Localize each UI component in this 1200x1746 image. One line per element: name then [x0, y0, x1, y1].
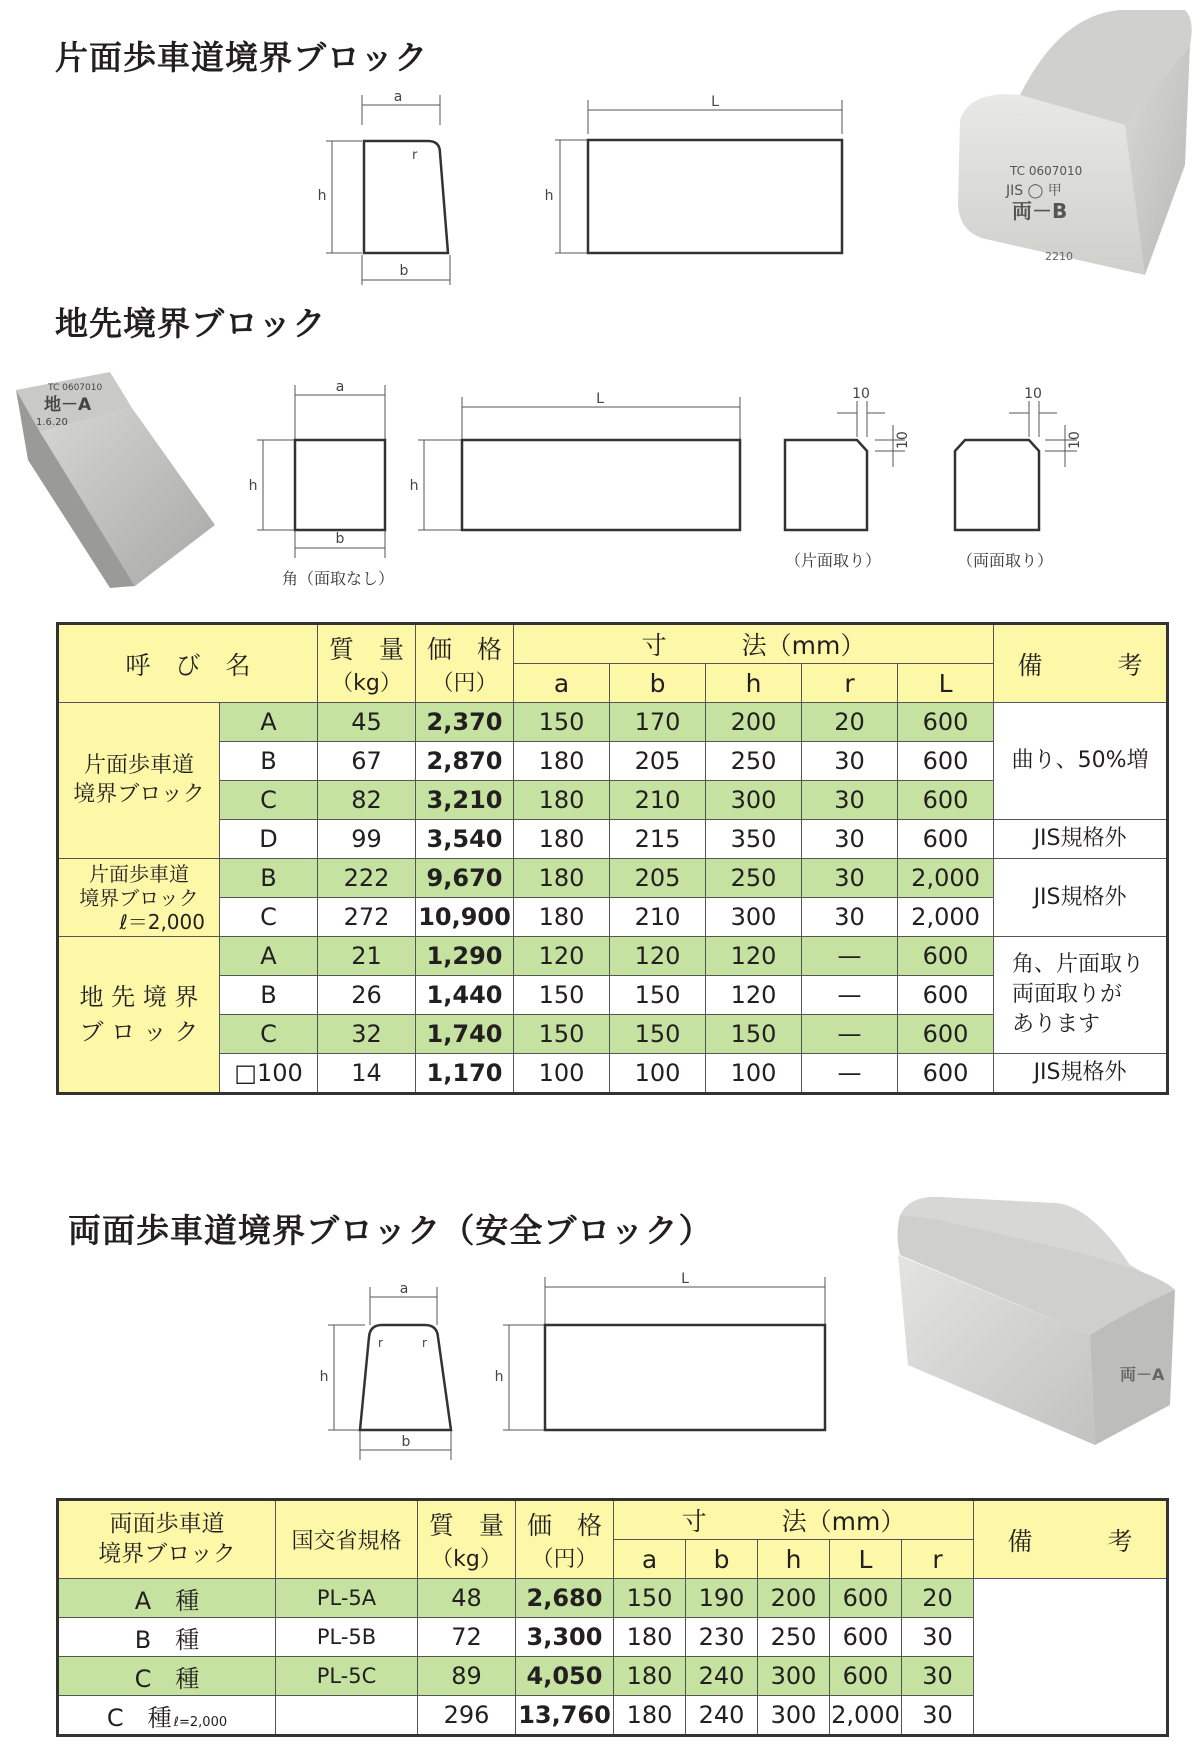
table-cell: 180 — [514, 820, 610, 859]
table-cell: 1,290 — [416, 937, 514, 976]
block-stamp-type: 地－A — [44, 395, 92, 415]
table-cell: 600 — [898, 781, 994, 820]
table-cell: 205 — [610, 859, 706, 898]
table-cell: C 種 — [58, 1657, 276, 1696]
table-cell: 13,760 — [516, 1696, 614, 1736]
group-katamen: 片面歩車道 境界ブロック — [58, 703, 220, 859]
table-cell: 100 — [610, 1054, 706, 1094]
table-cell: B — [220, 976, 318, 1015]
table-cell: 170 — [610, 703, 706, 742]
table-cell: 150 — [610, 1015, 706, 1054]
table-cell: A — [220, 703, 318, 742]
caption-katamen: （片面取り） — [785, 551, 882, 570]
table-cell: 21 — [318, 937, 416, 976]
dim-r-label: r — [378, 1336, 383, 1350]
table-cell: 250 — [758, 1618, 830, 1657]
header-dimensions: 寸 法（mm） — [514, 624, 994, 664]
section-title-jisaki: 地先境界ブロック — [55, 304, 327, 343]
table-cell: C — [220, 781, 318, 820]
table-cell: 3,210 — [416, 781, 514, 820]
table-cell: 300 — [758, 1657, 830, 1696]
note-curve: 曲り、50%増 — [994, 703, 1168, 820]
table-cell: B 種 — [58, 1618, 276, 1657]
table-cell: □100 — [220, 1054, 318, 1094]
katamen-cross-section-diagram — [317, 85, 520, 285]
note-chamfer: 角、片面取り 両面取りが あります — [994, 937, 1168, 1054]
jisaki-block-photo — [0, 360, 220, 590]
table-cell: 240 — [686, 1657, 758, 1696]
dim-b-label: b — [335, 531, 345, 547]
table-cell: 150 — [514, 1015, 610, 1054]
table-cell: 222 — [318, 859, 416, 898]
table-cell: 300 — [706, 781, 802, 820]
table-cell: 20 — [802, 703, 898, 742]
table-cell: 180 — [514, 781, 610, 820]
table-cell: 30 — [802, 781, 898, 820]
table-row — [58, 820, 1168, 859]
header-mass: 質 量 （kg） — [318, 624, 416, 703]
table-cell: 150 — [514, 976, 610, 1015]
table-cell: 300 — [758, 1696, 830, 1736]
dim-L-label: L — [681, 1271, 689, 1287]
table-cell: — — [802, 1054, 898, 1094]
header-mass: 質 量 （kg） — [418, 1500, 516, 1579]
table-cell: PL-5A — [276, 1579, 418, 1618]
header-r: r — [902, 1540, 974, 1579]
table-cell: — — [802, 976, 898, 1015]
table-cell: 72 — [418, 1618, 516, 1657]
header-h: h — [758, 1540, 830, 1579]
dim-b-label: b — [401, 1434, 411, 1450]
table-cell: 1,440 — [416, 976, 514, 1015]
table-cell: 30 — [902, 1618, 974, 1657]
header-standard: 国交省規格 — [276, 1500, 418, 1579]
header-note: 備 考 — [974, 1500, 1168, 1579]
table-cell: 190 — [686, 1579, 758, 1618]
header-b: b — [610, 664, 706, 703]
group-katamen-2000: 片面歩車道 境界ブロック ℓ＝2,000 — [58, 859, 220, 937]
dim-10-label: 10 — [852, 386, 870, 402]
table-cell: 2,870 — [416, 742, 514, 781]
table-cell: 600 — [830, 1618, 902, 1657]
katamen-block-photo — [950, 5, 1195, 285]
table-cell: 350 — [706, 820, 802, 859]
table-cell: 30 — [902, 1696, 974, 1736]
table-cell: 210 — [610, 781, 706, 820]
table-cell: C — [220, 898, 318, 937]
table-cell: 2,370 — [416, 703, 514, 742]
table-cell: 2,000 — [898, 859, 994, 898]
table-cell: 120 — [610, 937, 706, 976]
ryomen-cross-section-diagram — [310, 1265, 470, 1465]
dim-h-label: h — [317, 188, 327, 204]
table-cell: 3,300 — [516, 1618, 614, 1657]
header-h: h — [706, 664, 802, 703]
note-non-jis: JIS規格外 — [994, 1054, 1168, 1094]
table-row — [58, 703, 1168, 742]
table-cell: 30 — [802, 898, 898, 937]
table-cell: 180 — [614, 1618, 686, 1657]
table-cell: 4,050 — [516, 1657, 614, 1696]
table-cell: 600 — [830, 1579, 902, 1618]
header-a: a — [514, 664, 610, 703]
dim-h-label: h — [494, 1369, 504, 1385]
dim-10-label: 10 — [1067, 431, 1083, 449]
table-cell: C — [220, 1015, 318, 1054]
table-cell: A — [220, 937, 318, 976]
block-stamp-type: 両－B — [1012, 199, 1068, 223]
table-cell: 120 — [706, 937, 802, 976]
table-cell: 1,170 — [416, 1054, 514, 1094]
table-cell: A 種 — [58, 1579, 276, 1618]
table-cell: 150 — [706, 1015, 802, 1054]
katamen-length-diagram — [544, 90, 875, 270]
header-name: 呼 び 名 — [58, 624, 318, 703]
header-r: r — [802, 664, 898, 703]
note-non-jis: JIS規格外 — [994, 859, 1168, 937]
table-cell: 14 — [318, 1054, 416, 1094]
table-row — [58, 937, 1168, 976]
block-stamp-type: 両－A — [1120, 1365, 1165, 1384]
table-cell: 30 — [802, 820, 898, 859]
table-cell: 240 — [686, 1696, 758, 1736]
header-dimensions: 寸 法（mm） — [614, 1500, 974, 1540]
block-stamp-number: 2210 — [1045, 250, 1073, 263]
table-cell: 30 — [902, 1657, 974, 1696]
table-row — [58, 1579, 1168, 1618]
group-jisaki: 地 先 境 界 ブ ロ ッ ク — [58, 937, 220, 1094]
table-cell: 67 — [318, 742, 416, 781]
table-cell: 600 — [898, 976, 994, 1015]
table-cell: 250 — [706, 742, 802, 781]
table-cell: 45 — [318, 703, 416, 742]
caption-ryomen: （両面取り） — [957, 551, 1054, 570]
table-cell: PL-5B — [276, 1618, 418, 1657]
table-cell: 300 — [706, 898, 802, 937]
table-cell: 272 — [318, 898, 416, 937]
table-row — [58, 1054, 1168, 1094]
table-cell: 180 — [514, 859, 610, 898]
spec-table-1 — [56, 622, 1169, 1095]
section-title-katamen: 片面歩車道境界ブロック — [55, 38, 429, 77]
dim-h-label: h — [544, 188, 554, 204]
table-cell: 600 — [898, 820, 994, 859]
header-L: L — [830, 1540, 902, 1579]
dim-10-label: 10 — [1024, 386, 1042, 402]
table-cell: 48 — [418, 1579, 516, 1618]
ryomen-length-diagram — [495, 1265, 835, 1445]
table-cell: 120 — [514, 937, 610, 976]
table-cell: 99 — [318, 820, 416, 859]
dim-L-label: L — [596, 391, 604, 407]
dim-h-label: h — [409, 478, 419, 494]
table-cell: 20 — [902, 1579, 974, 1618]
note-non-jis: JIS規格外 — [994, 820, 1168, 859]
table-cell: — — [802, 937, 898, 976]
table-cell: 26 — [318, 976, 416, 1015]
table-cell: 89 — [418, 1657, 516, 1696]
header-b: b — [686, 1540, 758, 1579]
header-name: 両面歩車道 境界ブロック — [58, 1500, 276, 1579]
dim-10-label: 10 — [895, 431, 911, 449]
table-cell: 600 — [898, 937, 994, 976]
table-cell: 150 — [610, 976, 706, 1015]
dim-L-label: L — [711, 94, 719, 110]
table-cell: 296 — [418, 1696, 516, 1736]
table-cell: D — [220, 820, 318, 859]
table-cell: 210 — [610, 898, 706, 937]
table-cell: — — [802, 1015, 898, 1054]
table-cell: 30 — [802, 859, 898, 898]
table-cell: 32 — [318, 1015, 416, 1054]
note-empty — [974, 1579, 1168, 1736]
ryomen-block-photo — [890, 1195, 1180, 1455]
table-cell: B — [220, 742, 318, 781]
table-cell: 215 — [610, 820, 706, 859]
dim-r-label: r — [412, 148, 418, 163]
dim-r-label: r — [422, 1336, 427, 1350]
table-cell: B — [220, 859, 318, 898]
dim-a-label: a — [393, 89, 403, 105]
block-stamp-number: 1.6.20 — [36, 417, 68, 428]
table-cell: 9,670 — [416, 859, 514, 898]
caption-kaku: 角（面取なし） — [282, 569, 395, 588]
spec-table-2 — [56, 1498, 1169, 1737]
header-price: 価 格 （円） — [516, 1500, 614, 1579]
table-cell: 180 — [514, 742, 610, 781]
dim-a-label: a — [335, 379, 345, 395]
table-cell: 150 — [614, 1579, 686, 1618]
katamen-chamfer-diagram — [775, 385, 915, 535]
header-note: 備 考 — [994, 624, 1168, 703]
table-cell: 600 — [830, 1657, 902, 1696]
table-cell: 82 — [318, 781, 416, 820]
table-cell: 230 — [686, 1618, 758, 1657]
dim-a-label: a — [399, 1281, 409, 1297]
table-cell: 205 — [610, 742, 706, 781]
table-cell: 100 — [706, 1054, 802, 1094]
table-cell: 180 — [614, 1696, 686, 1736]
dim-b-label: b — [399, 263, 409, 279]
table-cell: 1,740 — [416, 1015, 514, 1054]
table-cell: 150 — [514, 703, 610, 742]
table-cell: 2,000 — [898, 898, 994, 937]
table-cell: 2,680 — [516, 1579, 614, 1618]
table-cell: 100 — [514, 1054, 610, 1094]
table-cell: 600 — [898, 742, 994, 781]
table-cell: 10,900 — [416, 898, 514, 937]
jisaki-cross-section-diagram — [245, 380, 405, 570]
header-a: a — [614, 1540, 686, 1579]
table-row — [58, 859, 1168, 898]
table-cell: 3,540 — [416, 820, 514, 859]
table-cell: 180 — [514, 898, 610, 937]
row-name-with-suffix: C 種 ℓ=2,000 — [58, 1696, 276, 1736]
table-cell — [276, 1696, 418, 1736]
table-cell: 250 — [706, 859, 802, 898]
table-cell: 600 — [898, 703, 994, 742]
table-cell: 600 — [898, 1054, 994, 1094]
dim-h-label: h — [319, 1369, 329, 1385]
block-stamp-code: TC 0607010 — [48, 383, 103, 393]
table-cell: 30 — [802, 742, 898, 781]
header-L: L — [898, 664, 994, 703]
table-cell: 200 — [706, 703, 802, 742]
table-cell: PL-5C — [276, 1657, 418, 1696]
table-cell: 120 — [706, 976, 802, 1015]
header-price: 価 格 （円） — [416, 624, 514, 703]
section-title-ryomen: 両面歩車道境界ブロック（安全ブロック） — [68, 1211, 713, 1250]
table-cell: 180 — [614, 1657, 686, 1696]
block-stamp-marks: JIS ◯ 甲 — [1006, 183, 1062, 199]
block-stamp-code: TC 0607010 — [1010, 164, 1083, 178]
dim-h-label: h — [248, 478, 258, 494]
jisaki-length-diagram — [410, 385, 750, 535]
table-cell: 600 — [898, 1015, 994, 1054]
ryomen-chamfer-diagram — [945, 385, 1085, 535]
table-cell: 200 — [758, 1579, 830, 1618]
table-cell: 2,000 — [830, 1696, 902, 1736]
